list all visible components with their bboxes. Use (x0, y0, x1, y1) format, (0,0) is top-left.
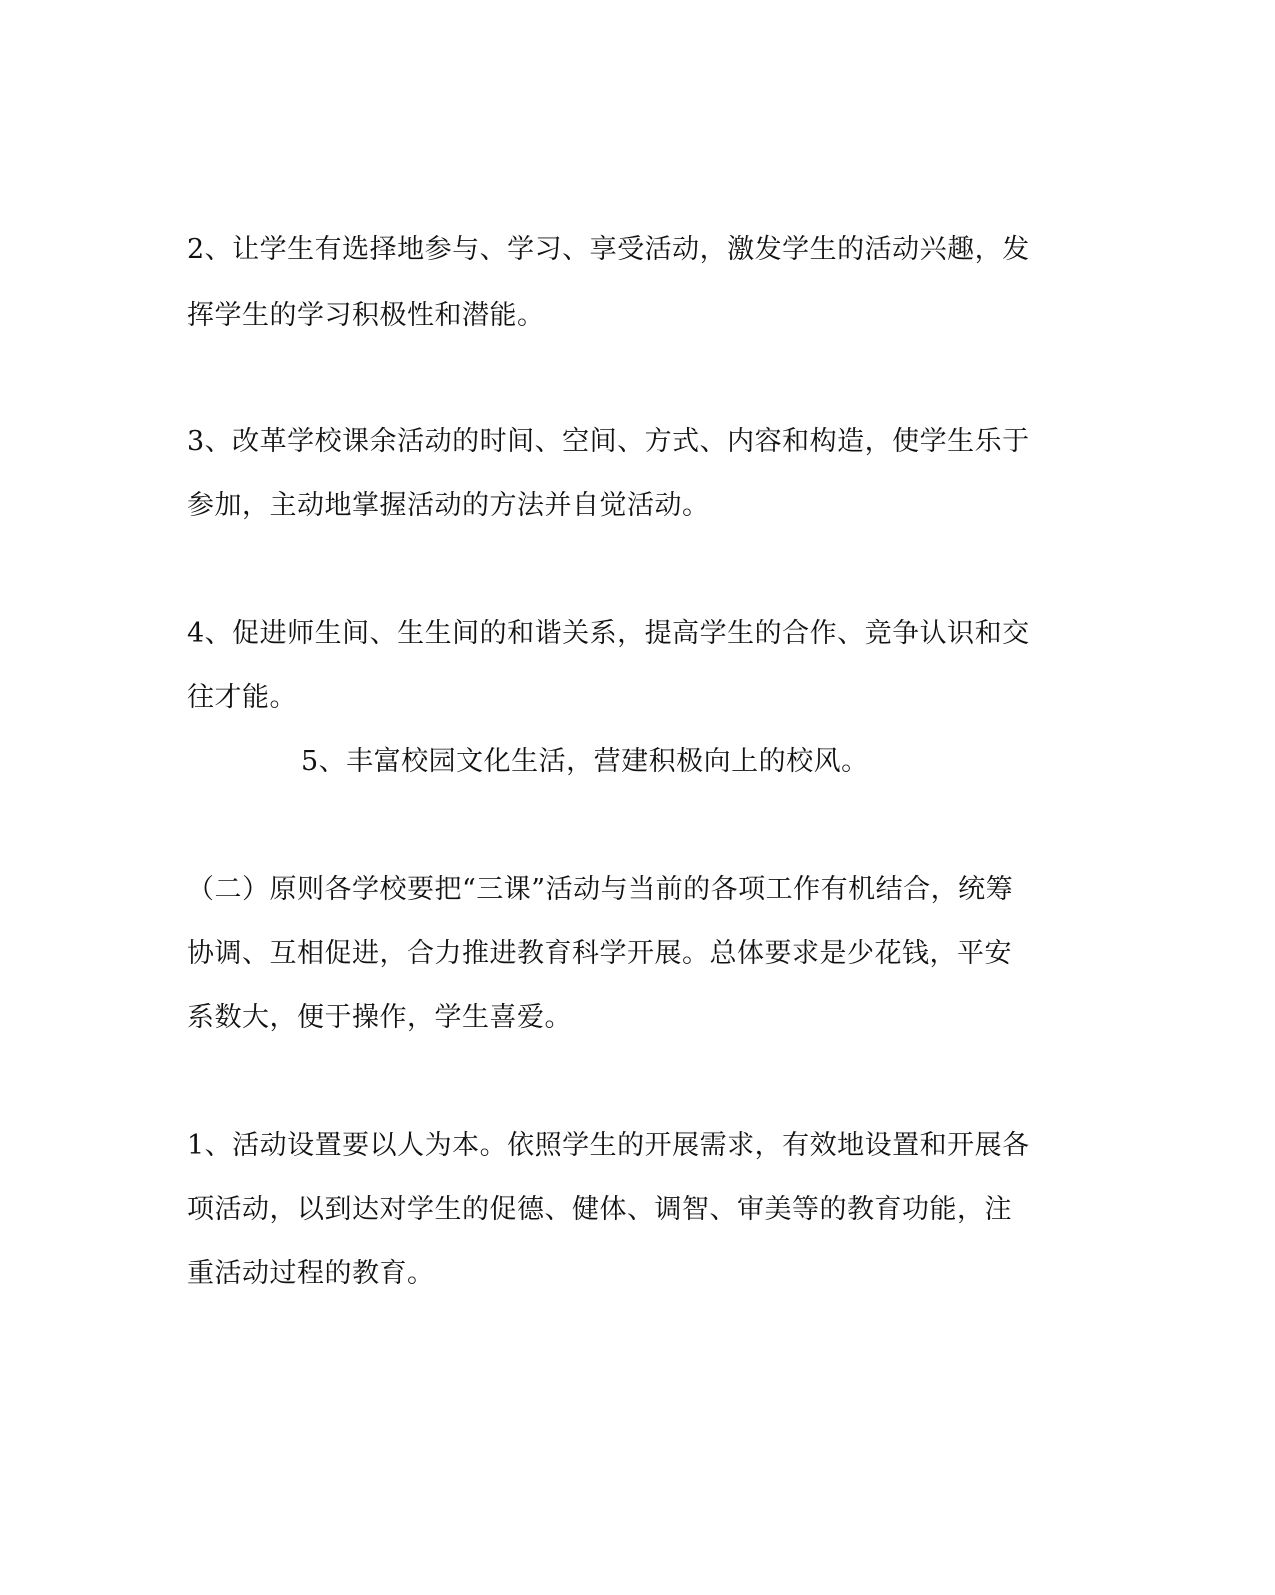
text-line: 1、活动设置要以人为本。依照学生的开展需求，有效地设置和开展各 (187, 1130, 1030, 1161)
text-line: 项活动，以到达对学生的促德、健体、调智、审美等的教育功能，注 (187, 1194, 1012, 1225)
text-line: 往才能。 (187, 682, 297, 713)
text-line: 4、促进师生间、生生间的和谐关系，提高学生的合作、竞争认识和交 (187, 618, 1030, 649)
text-line: 协调、互相促进，合力推进教育科学开展。总体要求是少花钱，平安 (187, 938, 1012, 969)
text-line: 2、让学生有选择地参与、学习、享受活动，激发学生的活动兴趣，发 (187, 234, 1030, 265)
text-line: 重活动过程的教育。 (187, 1258, 435, 1289)
text-line: 5、丰富校园文化生活，营建积极向上的校风。 (301, 746, 869, 777)
text-line: 系数大，便于操作，学生喜爱。 (187, 1002, 572, 1033)
text-line: 参加，主动地掌握活动的方法并自觉活动。 (187, 490, 710, 521)
text-line: 3、改革学校课余活动的时间、空间、方式、内容和构造，使学生乐于 (187, 426, 1030, 457)
text-line: 挥学生的学习积极性和潜能。 (187, 300, 545, 331)
text-line: （二）原则各学校要把“三课”活动与当前的各项工作有机结合，统筹 (187, 874, 1014, 905)
